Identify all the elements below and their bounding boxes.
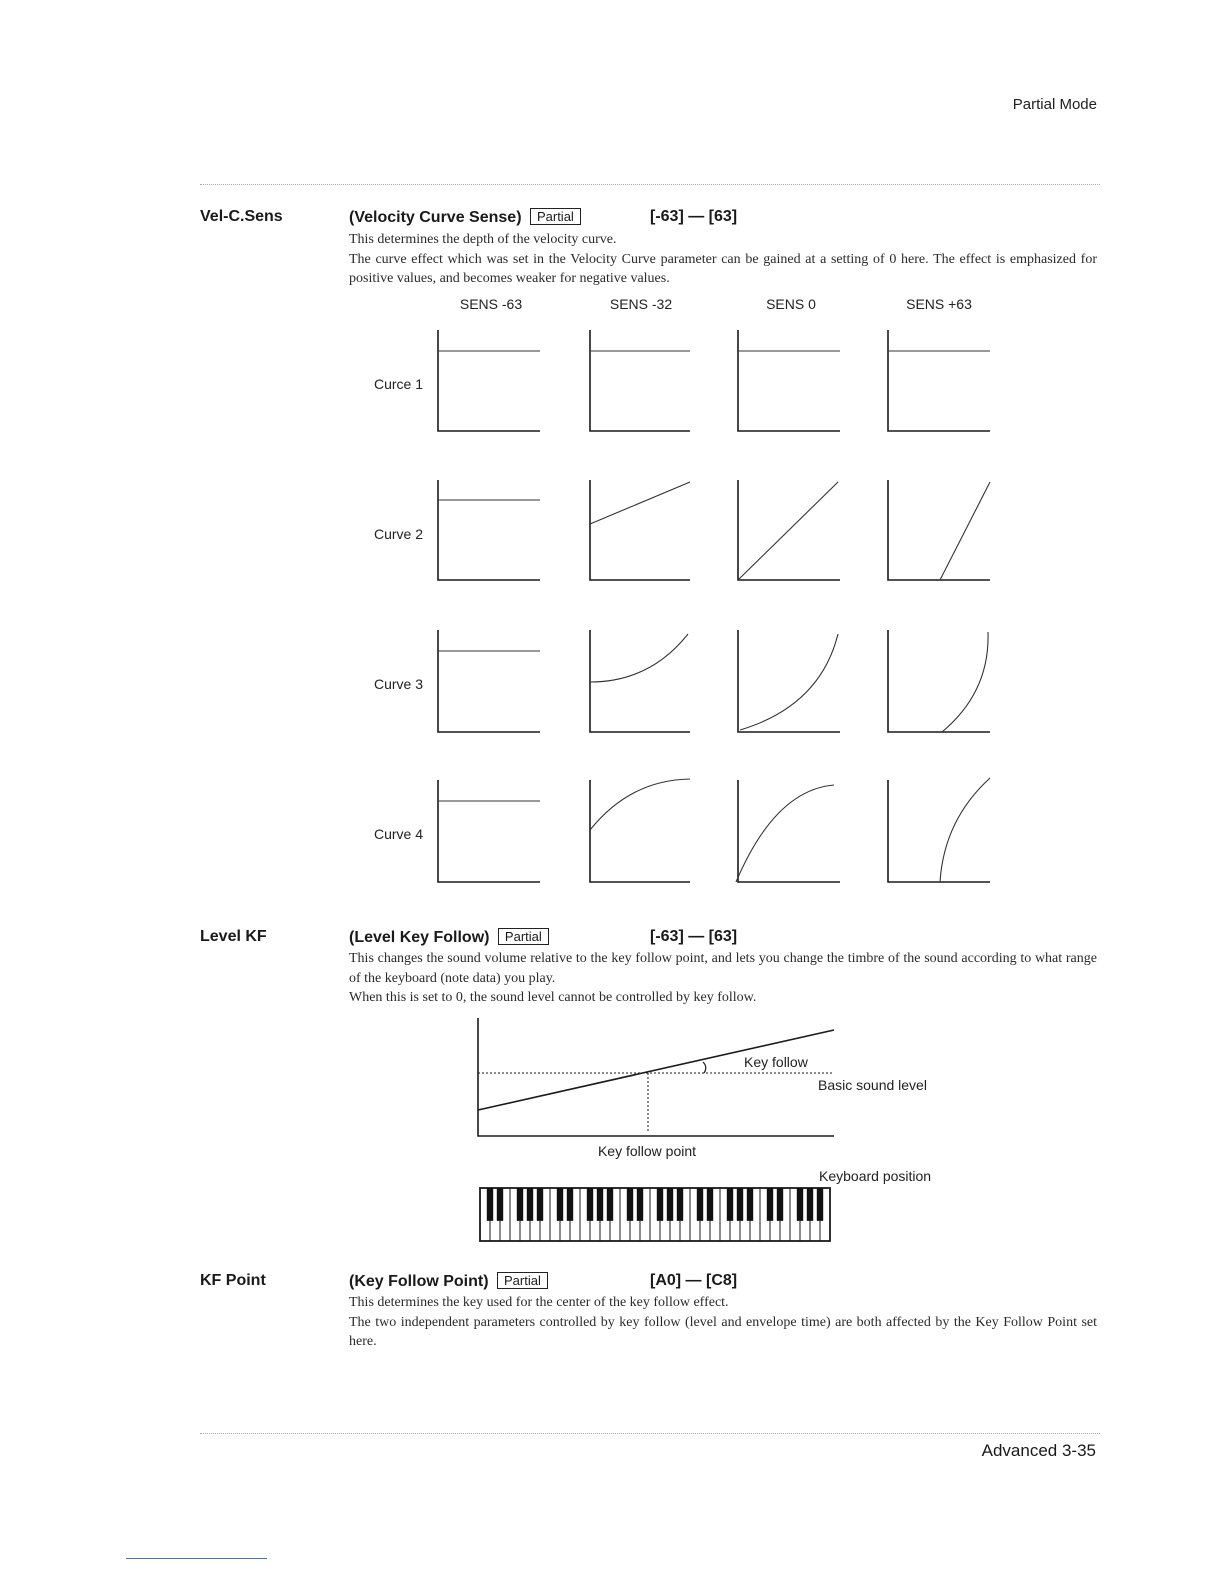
curve-line: [590, 482, 690, 524]
partial-badge: Partial: [497, 1272, 548, 1289]
description-line: The curve effect which was set in the Velocity Curve parameter can be gained at a setting of 0 here. The effect is emphasized for positive values, and becomes weaker for negative values.: [349, 251, 1097, 286]
curve-line: [738, 482, 838, 580]
basic-level-label: Basic sound level: [818, 1077, 927, 1093]
graph-axes: [438, 480, 540, 580]
row-label: Curve 3: [373, 676, 423, 692]
column-label: SENS -32: [609, 296, 673, 312]
black-key: [497, 1188, 503, 1221]
black-key: [517, 1188, 523, 1221]
param-title-level-key-follow: [349, 928, 549, 947]
black-key: [607, 1188, 613, 1221]
black-key: [637, 1188, 643, 1221]
key-follow-label: Key follow: [744, 1054, 808, 1070]
margin-mark: [126, 1558, 267, 1559]
black-key: [657, 1188, 663, 1221]
param-title-text: (Velocity Curve Sense): [349, 209, 522, 226]
term-vel-c-sens: Vel-C.Sens: [200, 208, 283, 225]
black-key: [557, 1188, 563, 1221]
curve-line: [942, 632, 988, 732]
black-key: [667, 1188, 673, 1221]
partial-badge: Partial: [530, 208, 581, 225]
term-level-kf: Level KF: [200, 928, 267, 945]
black-key: [697, 1188, 703, 1221]
description-line: This changes the sound volume relative to the key follow point, and lets you change the timbre of the sound according to what range of the keyboard (note data) you play.: [349, 951, 1097, 986]
graph-axes: [888, 780, 990, 882]
column-label: SENS 0: [766, 296, 816, 312]
column-label: SENS -63: [459, 296, 523, 312]
param-title-text: (Level Key Follow): [349, 929, 490, 946]
curve-line: [940, 778, 990, 882]
curve-line: [740, 634, 838, 730]
black-key: [777, 1188, 783, 1221]
curve-line: [736, 785, 834, 882]
curve-line: [590, 634, 688, 682]
param-range: [-63] — [63]: [650, 928, 738, 945]
black-key: [567, 1188, 573, 1221]
black-key: [747, 1188, 753, 1221]
black-key: [737, 1188, 743, 1221]
black-key: [797, 1188, 803, 1221]
curve-line: [590, 779, 690, 830]
key-follow-diagram: [0, 1010, 1224, 1250]
black-key: [677, 1188, 683, 1221]
graph-axes: [738, 780, 840, 882]
description-line: This determines the key used for the center of the key follow effect.: [349, 1295, 729, 1310]
row-label: Curve 4: [373, 826, 423, 842]
page-number: Advanced 3-35: [981, 1441, 1096, 1460]
black-key: [487, 1188, 493, 1221]
graph-axes: [438, 780, 540, 882]
graph-axes: [590, 480, 690, 580]
param-range: [-63] — [63]: [650, 208, 738, 225]
graph-axes: [590, 780, 690, 882]
diagram-axes: [478, 1018, 834, 1136]
term-kf-point: KF Point: [200, 1272, 266, 1289]
curve-line: [940, 482, 990, 580]
black-key: [807, 1188, 813, 1221]
graph-axes: [888, 480, 990, 580]
black-key: [707, 1188, 713, 1221]
black-key: [767, 1188, 773, 1221]
graph-axes: [738, 630, 840, 732]
black-key: [597, 1188, 603, 1221]
black-key: [587, 1188, 593, 1221]
key-follow-line: [478, 1030, 834, 1110]
description-line: When this is set to 0, the sound level cannot be controlled by key follow.: [349, 990, 757, 1005]
black-key: [627, 1188, 633, 1221]
black-key: [537, 1188, 543, 1221]
keyboard-illustration: [480, 1188, 830, 1241]
black-key: [817, 1188, 823, 1221]
param-title-key-follow-point: [349, 1272, 548, 1291]
section-header: Partial Mode: [1012, 96, 1097, 113]
graph-axes: [590, 330, 690, 431]
graph-axes: [438, 330, 540, 431]
graph-axes: [888, 330, 990, 431]
kf-point-label: Key follow point: [597, 1143, 697, 1159]
keyboard-position-label: Keyboard position: [819, 1168, 932, 1184]
row-label: Curve 2: [373, 526, 423, 542]
param-range: [A0] — [C8]: [650, 1272, 738, 1289]
black-key: [727, 1188, 733, 1221]
description-kf-point: [349, 1293, 1097, 1352]
row-label: Curce 1: [373, 376, 423, 392]
graph-axes: [888, 630, 990, 732]
description-line: This determines the depth of the velocity curve.: [349, 232, 617, 247]
description-level-kf: [349, 949, 1097, 1008]
partial-badge: Partial: [498, 928, 549, 945]
graph-axes: [738, 330, 840, 431]
column-label: SENS +63: [906, 296, 972, 312]
param-title-text: (Key Follow Point): [349, 1273, 489, 1290]
bottom-divider: [200, 1433, 1100, 1434]
angle-arc: [703, 1062, 706, 1073]
description-line: The two independent parameters controlled by key follow (level and envelope time) are both affected by the Key Follow Point set here.: [349, 1314, 1097, 1349]
black-key: [527, 1188, 533, 1221]
graph-axes: [438, 630, 540, 732]
